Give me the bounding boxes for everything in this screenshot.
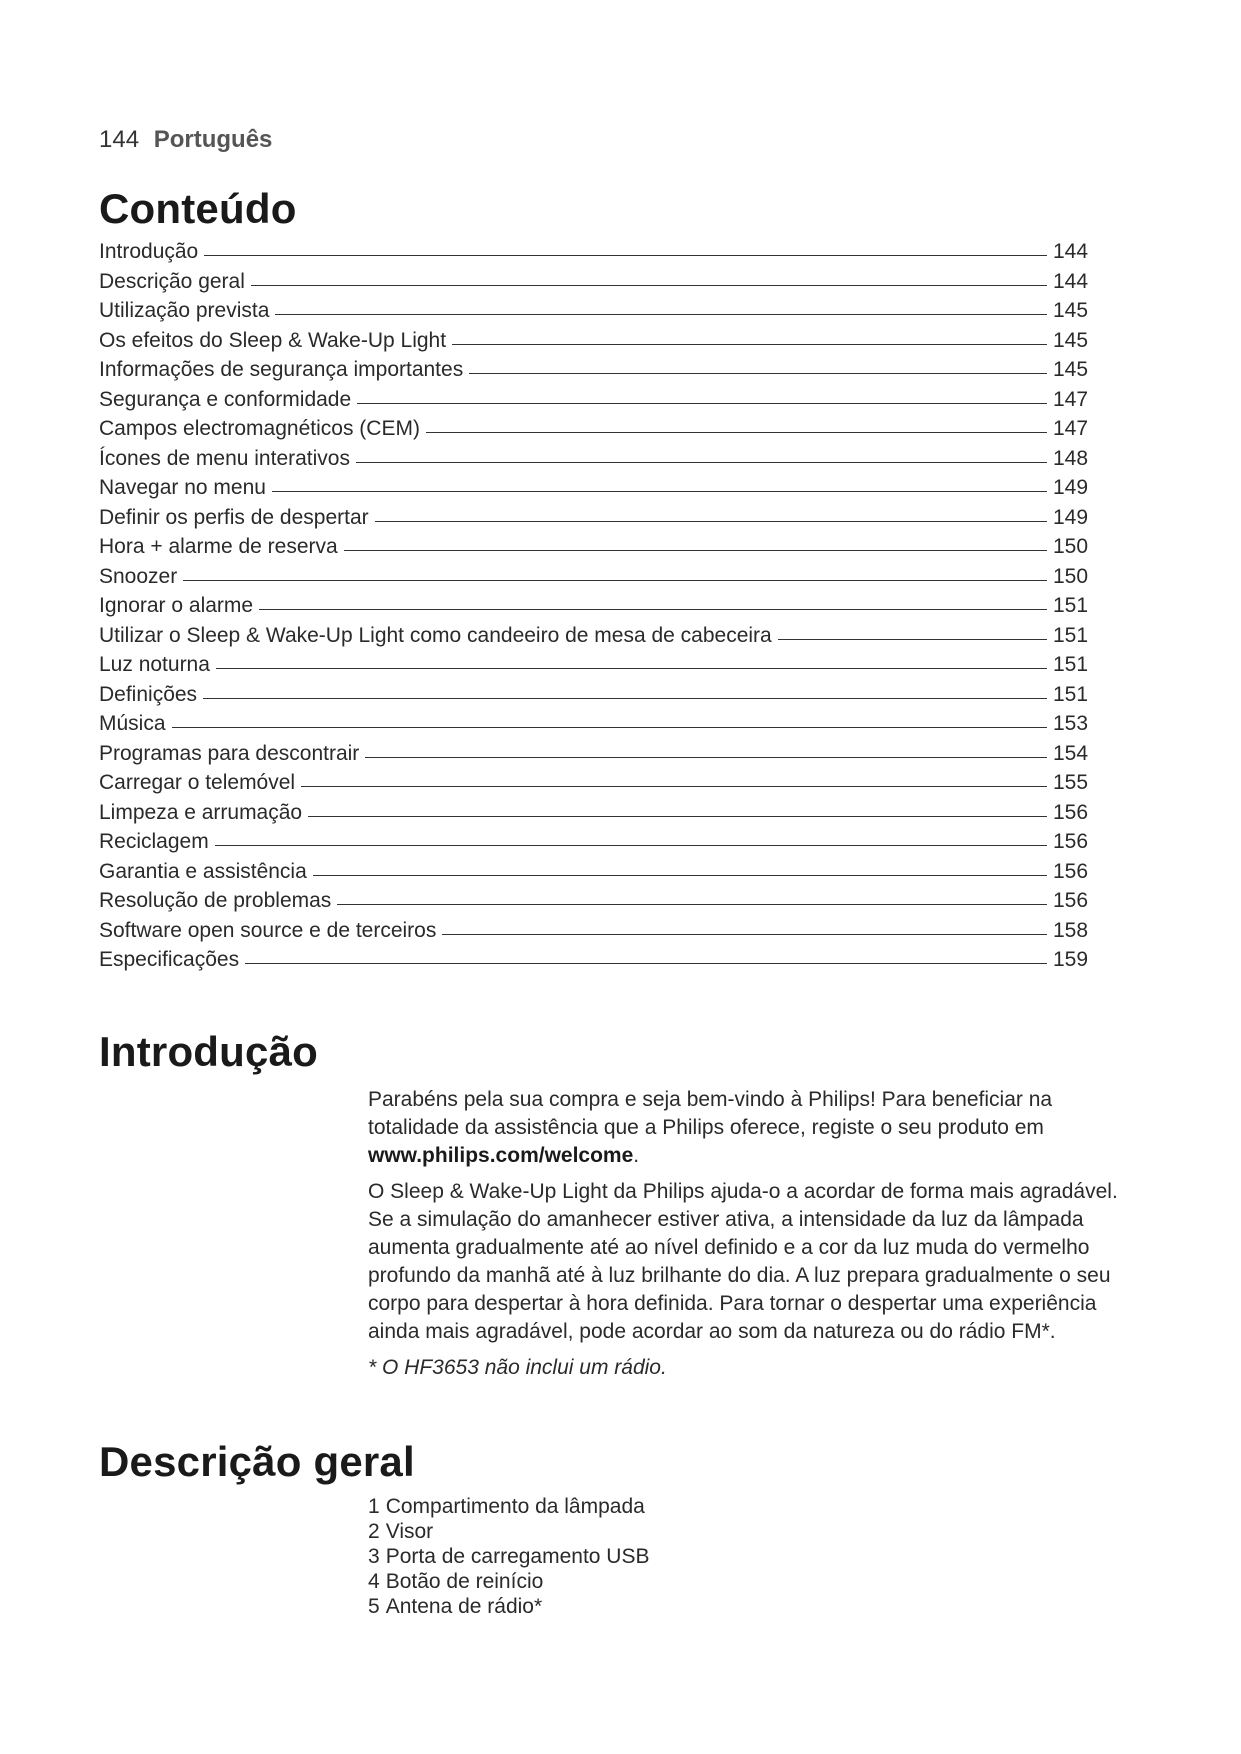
toc-entry-page: 155 [1053,771,1089,794]
toc-leader [365,757,1047,758]
toc-entry-page: 144 [1053,269,1089,293]
toc-entry-title: Definir os perfis de despertar [99,505,369,529]
toc-entry-page: 151 [1053,594,1089,617]
toc-entry-page: 149 [1053,505,1089,529]
toc-entry-title: Limpeza e arrumação [99,800,303,824]
toc-entry-title: Ignorar o alarme [99,594,254,617]
toc-entry-title: Especificações [99,948,240,971]
toc-entry-title: Música [99,712,166,735]
toc-entry-page: 156 [1053,830,1089,853]
toc-entry-page: 144 [1053,240,1089,263]
toc-entry [99,270,1091,300]
intro-section [368,1086,1128,1390]
toc-entry [99,919,1091,949]
toc-entry [99,683,1091,713]
intro-heading: Introdução [99,1028,318,1075]
part-label: Antena de rádio* [385,1595,543,1618]
intro-paragraph-1-text: Parabéns pela sua compra e seja bem-vindo à Philips! Para beneficiar na totalidade da assistência que a Philips oferece, registe o seu produto em [368,1088,1053,1139]
toc-leader [272,491,1047,492]
toc-leader [442,934,1047,935]
toc-leader [313,875,1047,876]
toc-leader [778,639,1047,640]
toc-entry [99,417,1091,447]
toc-leader [275,314,1047,315]
toc-entry [99,506,1091,536]
toc-entry-title: Informações de segurança importantes [99,358,464,381]
toc-leader [375,521,1047,522]
toc-leader [357,403,1047,404]
toc-leader [216,668,1047,669]
part-label: Botão de reinício [385,1570,544,1593]
toc-entry [99,299,1091,329]
toc-entry-title: Software open source e de terceiros [99,918,437,942]
toc-leader [344,550,1047,551]
toc-leader [452,344,1047,345]
part-number: 4 [368,1570,380,1593]
part-label: Visor [385,1520,434,1543]
toc-entry [99,801,1091,831]
toc-entry [99,624,1091,654]
toc-entry-page: 151 [1053,653,1089,676]
toc-leader [172,727,1047,728]
toc-leader [426,432,1047,433]
language-label: Português [153,126,273,153]
toc-entry-page: 150 [1053,535,1089,558]
list-item [368,1569,650,1594]
toc-entry-title: Reciclagem [99,830,209,853]
list-item [368,1594,650,1619]
toc-entry-page: 154 [1053,741,1089,765]
toc-entry-title: Utilização prevista [99,299,270,322]
part-number: 3 [368,1545,380,1568]
toc-entry-page: 148 [1053,446,1089,470]
toc-entry [99,535,1091,565]
toc-entry-title: Campos electromagnéticos (CEM) [99,417,420,440]
toc-leader [301,786,1047,787]
toc-entry-title: Os efeitos do Sleep & Wake-Up Light [99,328,447,352]
toc-entry [99,388,1091,418]
toc-entry-page: 145 [1053,299,1089,322]
toc-entry-title: Introdução [99,240,199,263]
toc-entry [99,830,1091,860]
toc-entry-title: Carregar o telemóvel [99,771,296,794]
toc-entry-title: Segurança e conformidade [99,387,352,411]
part-number: 1 [368,1495,380,1518]
toc-entry [99,358,1091,388]
toc-entry [99,594,1091,624]
toc-leader [337,904,1047,905]
toc-entry-title: Ícones de menu interativos [99,446,350,470]
toc-entry-title: Resolução de problemas [99,889,332,912]
overview-heading: Descrição geral [99,1438,415,1485]
intro-paragraph-1-end: . [633,1144,640,1167]
toc-entry-title: Descrição geral [99,269,245,293]
part-number: 5 [368,1595,380,1618]
page-number: 144 [99,126,140,153]
toc-entry-page: 158 [1053,918,1089,942]
toc-entry-title: Garantia e assistência [99,859,307,883]
toc-entry [99,860,1091,890]
toc-leader [356,462,1047,463]
toc-entry-title: Programas para descontrair [99,741,360,765]
toc-entry-title: Utilizar o Sleep & Wake-Up Light como candeeiro de mesa de cabeceira [99,623,772,647]
toc-entry-title: Definições [99,682,198,706]
list-item [368,1494,650,1519]
toc-leader [469,373,1047,374]
welcome-link[interactable]: www.philips.com/welcome [368,1144,634,1167]
toc-entry-page: 151 [1053,623,1089,647]
toc-leader [183,580,1047,581]
part-label: Porta de carregamento USB [385,1545,650,1568]
toc-entry-page: 156 [1053,800,1089,824]
table-of-contents [99,240,1091,978]
toc-entry-page: 147 [1053,417,1089,440]
toc-entry [99,889,1091,919]
toc-entry-page: 147 [1053,387,1089,411]
toc-entry [99,240,1091,270]
intro-paragraph-2: O Sleep & Wake-Up Light da Philips ajuda-o a acordar de forma mais agradável. Se a simulação do amanhecer estiver ativa, a intensidade da luz da lâmpada aumenta gradualmente até ao nível definido e a cor da luz muda do vermelho profundo da manhã até à luz brilhante do dia. A luz prepara gradualmente o seu corpo para despertar à hora definida. Para tornar o despertar uma experiência ainda mais agradável, pode acordar ao som da natureza ou do rádio FM*. [368,1180,1118,1343]
toc-entry-page: 145 [1053,328,1089,352]
toc-entry [99,712,1091,742]
toc-leader [215,845,1047,846]
toc-entry-title: Snoozer [99,564,178,588]
toc-entry-page: 156 [1053,889,1089,912]
toc-leader [245,963,1047,964]
list-item [368,1519,650,1544]
toc-entry [99,447,1091,477]
toc-entry [99,948,1091,978]
toc-leader [204,255,1047,256]
toc-entry [99,565,1091,595]
toc-entry-page: 149 [1053,476,1089,499]
toc-entry [99,653,1091,683]
page-header [99,126,272,154]
toc-leader [259,609,1047,610]
radio-note: * O HF3653 não inclui um rádio. [368,1356,667,1379]
toc-entry-page: 150 [1053,564,1089,588]
toc-entry-page: 153 [1053,712,1089,735]
toc-entry-title: Navegar no menu [99,476,266,499]
parts-list [368,1494,650,1619]
toc-entry [99,329,1091,359]
toc-entry [99,771,1091,801]
toc-entry-title: Hora + alarme de reserva [99,535,338,558]
toc-entry-page: 156 [1053,859,1089,883]
part-number: 2 [368,1520,380,1543]
toc-entry [99,476,1091,506]
toc-leader [203,698,1047,699]
intro-paragraph-1 [368,1086,1128,1170]
toc-entry-page: 151 [1053,682,1089,706]
toc-entry-page: 145 [1053,358,1089,381]
toc-entry-page: 159 [1053,948,1089,971]
toc-title: Conteúdo [99,185,297,232]
toc-entry-title: Luz noturna [99,653,210,676]
toc-entry [99,742,1091,772]
toc-leader [308,816,1047,817]
part-label: Compartimento da lâmpada [385,1495,645,1518]
list-item [368,1544,650,1569]
toc-leader [251,285,1047,286]
